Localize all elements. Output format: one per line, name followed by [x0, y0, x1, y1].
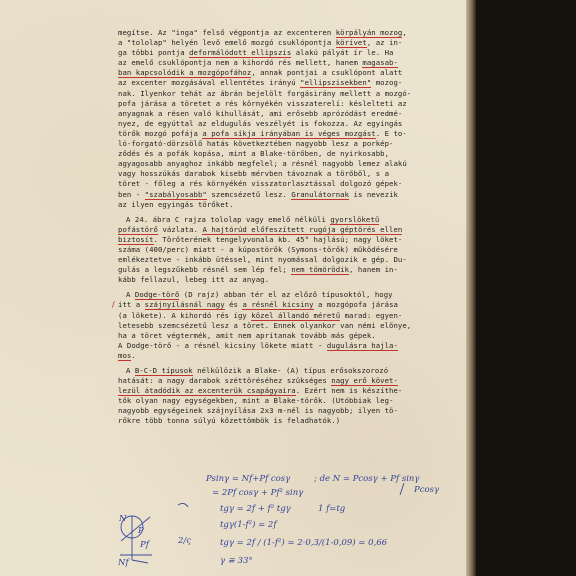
underlined-phrase: a pofa síkja irányában is véges mozgást: [202, 128, 376, 138]
formula-8: 1 f=tg: [318, 504, 346, 514]
text-line: A Dodge-törő (D rajz) abban tér el az előző típusoktól, hogy: [126, 290, 393, 300]
text-line: pofa járása a töretet a rés környékén visszaterelí: késlelteti az: [118, 98, 407, 108]
text-line: kább fellazul, lebeg itt az anyag.: [118, 275, 270, 285]
underlined-phrase: deformálódott ellipszis: [189, 48, 292, 58]
underlined-phrase: B-C-D típusok: [134, 366, 193, 375]
text-line: (a lökete). A kihordó rés így közel állandó méretű marad: egyen-: [118, 310, 403, 320]
text-line: gulás a legszűkebb résnél sem lép fel; nem tömörödik, hanem in-: [118, 265, 398, 275]
underlined-phrase: körpályán mozog: [335, 28, 403, 37]
text-line: agyagosabb anyaghoz inkább megfelel; a résnél nagyobb lemez alakú: [118, 159, 407, 169]
diagram-label-n: N: [119, 514, 127, 524]
formula-4: = 2Pf cosγ + Pf² sinγ: [212, 488, 304, 498]
diagram-label-nf: Nf: [118, 558, 129, 568]
underlined-phrase: szájnyílásnál nagy: [144, 300, 225, 310]
underlined-phrase: közel állandó méretű: [251, 310, 341, 320]
page-edge: [466, 0, 476, 576]
underlined-phrase: "szabályosabb": [144, 189, 207, 199]
typewritten-text: [118, 28, 466, 427]
underlined-phrase: nem tömörödik: [291, 265, 350, 275]
underlined-phrase: nagy erő követ-: [331, 376, 398, 386]
text-line: itt a szájnyílásnál nagy és a résnél kicsiny a mozgópofa járása: [118, 300, 398, 310]
underlined-phrase: A hajtórúd előfeszített rugója géptörés ellen: [202, 224, 403, 234]
formula-7: tgγ = 2f / (1-f²) = 2·0,3/(1-0,09) = 0,66: [220, 538, 388, 548]
text-line: töret - főleg a rés környékén visszatorlasztással dolgozó gépek-: [118, 179, 403, 189]
text-line: letesebb szemcsézetű lesz a töret. Ennek olyankor van némi előnye,: [118, 320, 412, 330]
text-line: ló-forgató-dörzsölő hatás következtében nagyobb lesz a porkép-: [118, 139, 394, 149]
text-line: A B-C-D típusok nélkülözik a Blake- (A) típus erősokszorozó: [126, 366, 389, 375]
text-line: a "tololap" helyén levő emelő mozgó csuklópontja körívet, az in-: [118, 38, 403, 48]
formula-9: γ ≅ 33°: [220, 556, 253, 566]
text-line: az excenter mozgásával ellentétes irányú "ellipszisekben" mozog-: [118, 78, 403, 88]
text-line: ha a töret végtermék, amit nem aprítanak tovább más gépek.: [118, 330, 376, 340]
text-line: törők mozgó pofája a pofa síkja irányában is véges mozgást. E to-: [118, 128, 407, 138]
text-line: ga többi pontja deformálódott ellipszis alakú pályát ír le. Ha: [118, 48, 394, 58]
text-line: nak. Ilyenkor tehát az ábrán bejelölt forgásirány mellett a mozgó-: [118, 88, 412, 98]
text-line: ban kapcsolódik a mozgópofához, annak pontjai a csuklópont alatt: [118, 68, 403, 78]
underlined-phrase: pofástörő: [118, 224, 158, 234]
underlined-phrase: körívet: [335, 38, 367, 48]
text-line: az emelő csuklópontja nem a kihordó rés mellett, hanem magasab-: [118, 58, 398, 68]
underlined-phrase: biztosít: [118, 234, 154, 244]
text-line: megítse. Az "inga" felső végpontja az excenteren körpályán mozog,: [118, 28, 407, 37]
underlined-phrase: dugulásra hajla-: [326, 340, 398, 350]
text-line: rőkre több tonna súlyú kőzettömbök is feladhatók.): [118, 416, 341, 426]
formula-5: tgγ = 2f + f² tgγ: [220, 504, 291, 514]
text-line: A Dodge-törő - a résnél kicsiny lökete miatt - dugulásra hajla-: [118, 340, 398, 350]
text-line: nyez, de egyúttal az eldugulás veszélyét is fokozza. Az egyingás: [118, 118, 403, 128]
text-line: nagyobb egységeinek szájnyílása 2x3 m-nél is nagyobb; ilyen tö-: [118, 406, 398, 416]
formula-3: Pcosγ: [414, 485, 440, 495]
text-line: anyagnak a résen való kihullását, ami erősebb aprózódást eredmé-: [118, 108, 403, 118]
underlined-phrase: Granulátornak: [291, 189, 350, 199]
formula-2: ; de N = Pcosγ + Pf sinγ: [314, 474, 420, 484]
underlined-phrase: Dodge-törő: [134, 290, 180, 300]
text-line: tők olyan nagy egységekben, mint a Blake-törők. (Utóbbiak leg-: [118, 396, 394, 406]
underlined-phrase: mos: [118, 350, 132, 360]
formula-10: 2/ς: [178, 536, 192, 546]
text-line: száma (400/perc) miatt - a kúpostörők (Symons-törők) működésére: [118, 244, 398, 254]
text-line: pofástörő vázlata. A hajtórúd előfeszített rugója géptörés ellen: [118, 224, 403, 234]
underlined-phrase: "ellipszisekben": [300, 78, 372, 88]
text-line: az ilyen egyingás törőket.: [118, 199, 234, 209]
diagram-label-p: P: [138, 526, 144, 536]
text-line: lezül átadódik az excenterük csapágyaira. Ezért nem is készíthe-: [118, 386, 403, 396]
underlined-phrase: a résnél kicsiny: [242, 300, 314, 310]
text-line: ződés és a pofák kopása, mint a Blake-törőben, de nyirkosabb,: [118, 149, 390, 159]
underlined-phrase: gyorslöketű: [330, 214, 380, 224]
underlined-phrase: lezül átadódik az excenterük csapágyaira: [118, 386, 296, 396]
text-line: A 24. ábra C rajza tololap vagy emelő nélküli gyorslöketű: [126, 214, 380, 224]
handwritten-notes: [118, 465, 464, 570]
text-line: mos.: [118, 350, 136, 360]
underlined-phrase: magasab-: [362, 58, 398, 68]
text-line: vagy hosszúkás darabok kisebb mérvben távoznak a törőből, s a: [118, 169, 390, 179]
text-line: ben - "szabályosabb" szemcsézetű lesz. Granulátornak is nevezik: [118, 189, 398, 199]
force-diagram: [118, 514, 152, 568]
text-line: emlékeztetve - inkább ütéssel, mint nyomással dolgozik e gép. Du-: [118, 255, 407, 265]
text-line: hatását: a nagy darabok széttöréséhez szükséges nagy erő követ-: [118, 376, 398, 386]
formula-1: Psinγ = Nf+Pf cosγ: [206, 474, 291, 484]
diagram-label-pf: Pf: [140, 540, 149, 550]
margin-mark: /: [112, 300, 115, 309]
formula-6: tgγ(1-f²) = 2f: [220, 520, 277, 530]
underlined-phrase: ban kapcsolódik a mozgópofához: [118, 68, 252, 78]
text-line: biztosít. Törőterének tengelyvonala kb. 45° hajlású; nagy löket-: [118, 234, 403, 244]
